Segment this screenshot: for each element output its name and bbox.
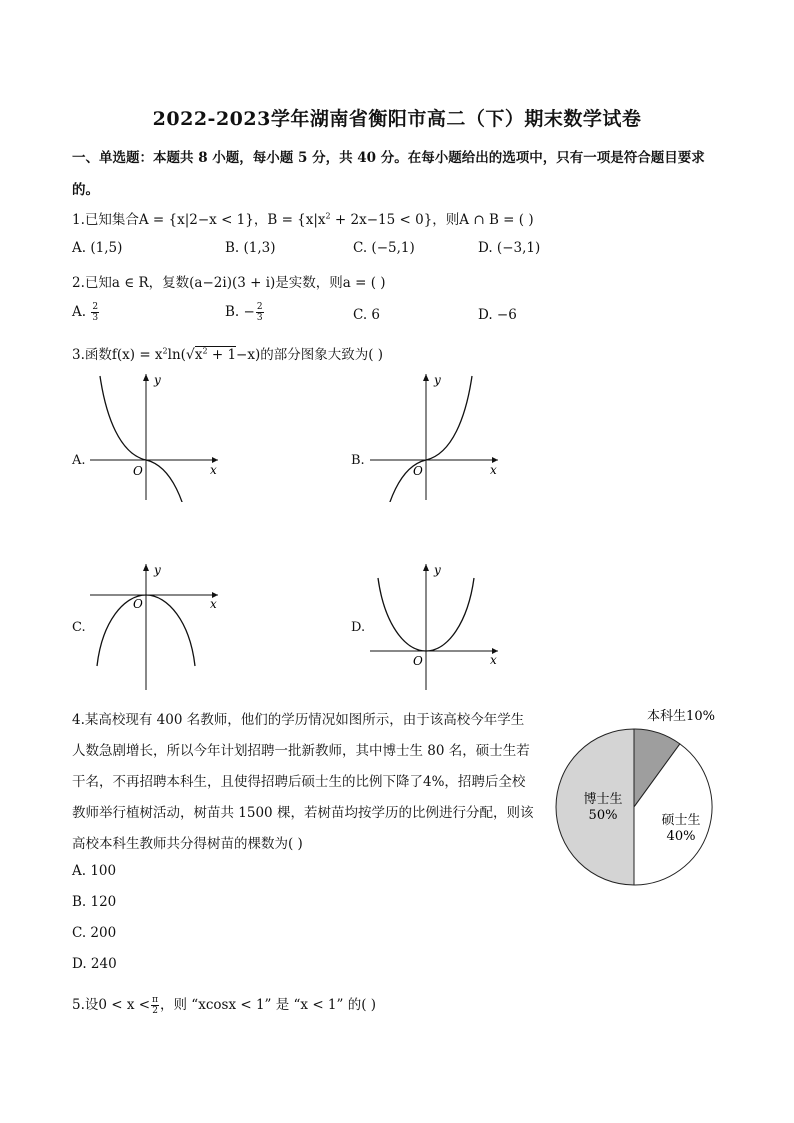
pie-label-1: 硕士生 (661, 813, 701, 828)
graph-d-origin: O (413, 654, 423, 668)
graph-d-y-label: y (434, 563, 441, 577)
section-heading: 一、单选题：本题共 8 小题，每小题 5 分，共 40 分。在每小题给出的选项中，只有一项是符合题目要求 (72, 150, 705, 166)
q5-stem: 5.设0 < x < $\frac{\pi}{2}$ ，则 “xcosx < 1” 是 “x < 1” 的( ) (72, 995, 377, 1016)
pie-value-1: 40% (666, 829, 696, 844)
graph-d[interactable] (368, 562, 508, 692)
q1-option-a[interactable]: A. (1,5) (72, 240, 123, 256)
q2-option-d[interactable]: D. −6 (478, 307, 517, 323)
q4-stem-line-2: 人数急剧增长，所以今年计划招聘一批新教师，其中博士生 80 名，硕士生若 (72, 743, 530, 759)
graph-b-origin: O (413, 464, 423, 478)
education-pie-chart (553, 700, 733, 895)
graph-c-y-arrow (143, 564, 149, 571)
q4-stem-line-1: 4.某高校现有 400 名教师，他们的学历情况如图所示，由于该高校今年学生 (72, 712, 525, 728)
graph-d-label[interactable]: D. (351, 620, 366, 635)
graph-b-y-arrow (423, 374, 429, 381)
q4-stem-line-5: 高校本科生教师共分得树苗的棵数为( ) (72, 836, 303, 852)
q2-option-c[interactable]: C. 6 (353, 307, 381, 323)
graph-a[interactable] (88, 372, 228, 502)
graph-c-y-label: y (154, 563, 161, 577)
graph-c-origin: O (133, 597, 143, 611)
graph-a-origin: O (133, 464, 143, 478)
graph-b-x-label: x (490, 463, 497, 477)
graph-d-x-label: x (490, 653, 497, 667)
page-title: 2022-2023学年湖南省衡阳市高二（下）期末数学试卷 (152, 108, 642, 130)
graph-a-label[interactable]: A. (72, 453, 86, 468)
graph-b-label[interactable]: B. (351, 453, 365, 468)
graph-c[interactable] (88, 562, 228, 692)
graph-b-y-label: y (434, 373, 441, 387)
graph-a-x-label: x (210, 463, 217, 477)
pie-slice-2 (556, 729, 634, 885)
q4-stem-line-4: 教师举行植树活动，树苗共 1500 棵，若树苗均按学历的比例进行分配，则该 (72, 805, 534, 821)
graph-d-y-arrow (423, 564, 429, 571)
q1-stem: 1.已知集合A = {x|2−x < 1}，$B = \{x|x^2 + 2x-15 < 0\}$，则A ∩ B = ( ) (72, 211, 534, 228)
q4-stem-line-3: 干名，不再招聘本科生，且使得招聘后硕士生的比例下降了4%，招聘后全校 (72, 774, 526, 790)
q4-option-d[interactable]: D. 240 (72, 956, 117, 972)
graph-b[interactable] (368, 372, 508, 502)
q2-option-a[interactable]: A. $\frac{2}{3}$ (72, 302, 99, 323)
pie-label-2: 博士生 (583, 792, 623, 807)
q4-option-b[interactable]: B. 120 (72, 894, 117, 910)
graph-c-label[interactable]: C. (72, 620, 86, 635)
graph-a-y-label: y (154, 373, 161, 387)
q4-option-a[interactable]: A. 100 (72, 863, 117, 879)
q3-stem: 3.函数$f(x) = x^2\ln(√x^2 + 1-x)$的部分图象大致为( ) (72, 346, 384, 363)
q4-option-c[interactable]: C. 200 (72, 925, 117, 941)
q2-stem: 2.已知a ∈ R，复数(a−2i)(3 + i)是实数，则a = ( ) (72, 275, 386, 291)
q1-option-d[interactable]: D. (−3,1) (478, 240, 541, 256)
graph-a-y-arrow (143, 374, 149, 381)
section-heading-cont: 的。 (72, 182, 99, 198)
graph-c-x-label: x (210, 597, 217, 611)
q1-option-c[interactable]: C. (−5,1) (353, 240, 415, 256)
pie-label-0: 本科生10% (647, 709, 715, 724)
q1-option-b[interactable]: B. (1,3) (225, 240, 276, 256)
q2-option-b[interactable]: B. − $\frac{2}{3}$ (225, 302, 263, 323)
pie-value-2: 50% (588, 808, 618, 823)
